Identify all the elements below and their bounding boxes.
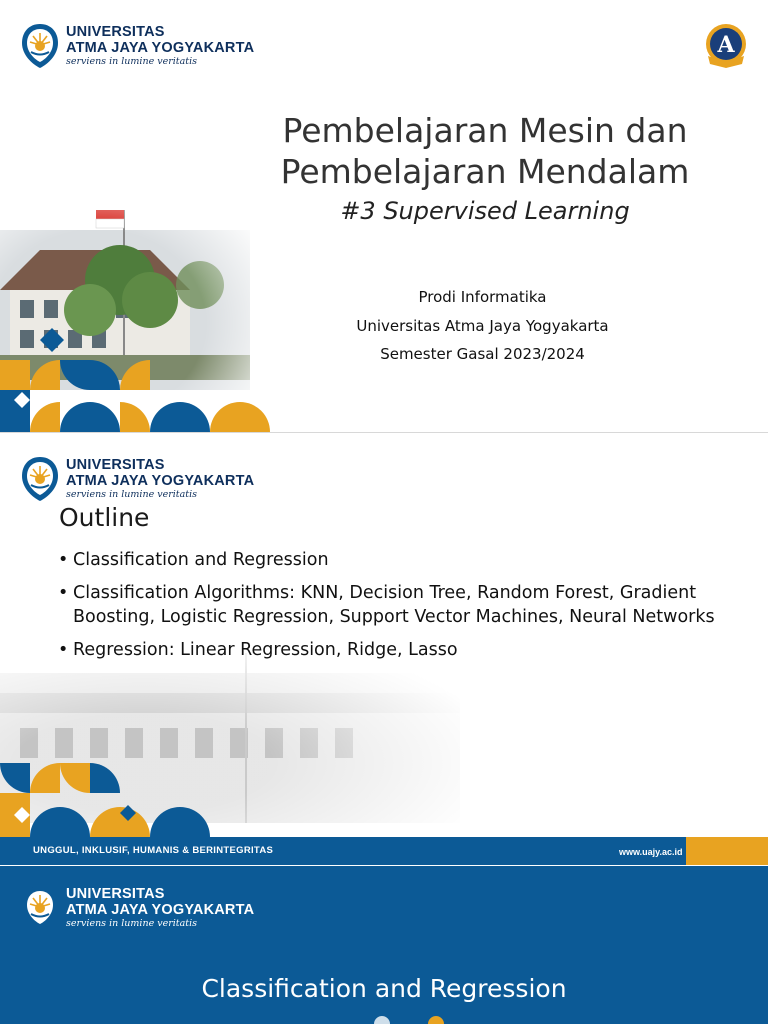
section-title: Classification and Regression	[201, 974, 567, 1003]
logo-name-line2: ATMA JAYA YOGYAKARTA	[66, 472, 255, 489]
logo-name-line2: ATMA JAYA YOGYAKARTA	[66, 39, 255, 56]
program-name: Prodi Informatika	[418, 288, 547, 306]
logo-name-line1: UNIVERSITAS	[66, 457, 165, 473]
logo-name-line1: UNIVERSITAS	[66, 886, 165, 902]
slide-section	[0, 866, 768, 1024]
outline-list	[58, 548, 718, 671]
slide-footer	[0, 837, 768, 865]
outline-item: • Regression: Linear Regression, Ridge, Lasso	[58, 638, 718, 662]
title-line2: Pembelajaran Mendalam	[280, 152, 690, 191]
semester-label: Semester Gasal 2023/2024	[380, 345, 585, 363]
university-logo	[20, 884, 254, 932]
logo-name-line2: ATMA JAYA YOGYAKARTA	[66, 901, 255, 918]
footer-website: www.uajy.ac.id	[619, 847, 683, 857]
slide-outline	[0, 433, 768, 865]
footer-motto: UNGGUL, INKLUSIF, HUMANIS & BERINTEGRITAS	[33, 845, 274, 856]
presentation-title	[250, 110, 720, 192]
course-info	[250, 283, 715, 369]
campus-building-illustration	[0, 190, 280, 432]
decorative-pattern	[0, 763, 240, 837]
title-line1: Pembelajaran Mesin dan	[282, 111, 688, 150]
footer-accent	[686, 837, 768, 865]
university-logo	[20, 22, 254, 70]
outline-item: • Classification and Regression	[58, 548, 718, 572]
university-emblem-icon	[20, 455, 60, 503]
logo-name-line1: UNIVERSITAS	[66, 24, 165, 40]
university-emblem-icon	[20, 884, 60, 932]
slide-title	[0, 0, 768, 432]
university-logo	[20, 455, 254, 503]
outline-item: • Classification Algorithms: KNN, Decision Tree, Random Forest, Gradient Boosting, Logistic Regression, Support Vector Machines, Neural Networks	[58, 581, 718, 629]
presentation-subtitle: #3 Supervised Learning	[340, 197, 630, 225]
logo-tagline: serviens in lumine veritatis	[66, 918, 198, 929]
accreditation-badge-icon	[702, 22, 750, 70]
institution-name: Universitas Atma Jaya Yogyakarta	[356, 316, 609, 335]
badge-letter: A	[717, 32, 735, 58]
logo-tagline: serviens in lumine veritatis	[66, 56, 198, 67]
outline-title: Outline	[59, 503, 150, 532]
logo-tagline: serviens in lumine veritatis	[66, 489, 198, 500]
university-emblem-icon	[20, 22, 60, 70]
decorative-pattern	[374, 1016, 444, 1024]
